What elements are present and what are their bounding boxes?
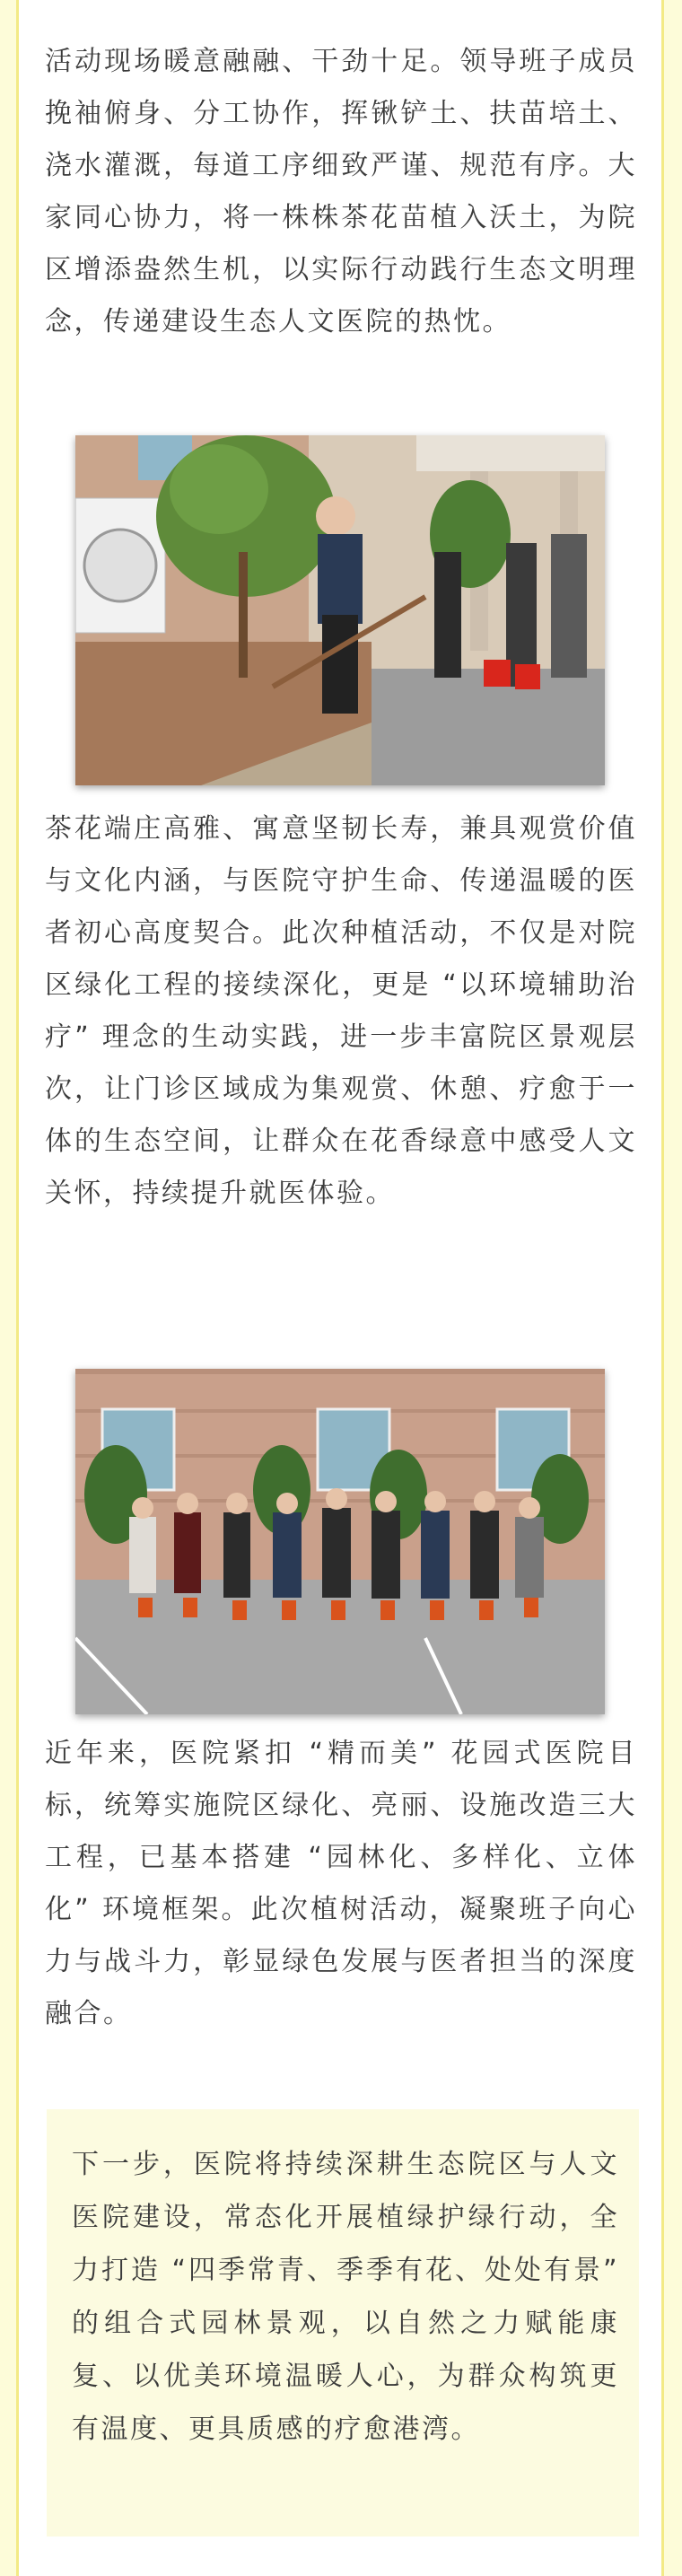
next-steps-text: 下一步，医院将持续深耕生态院区与人文医院建设，常态化开展植绿护绿行动，全力打造 “四季常青、季季有花、处处有景” 的组合式园林景观，以自然之力赋能康复、以优美环境温暖人心，为群众构筑更有温度、更具质感的疗愈港湾。 bbox=[72, 2149, 619, 2445]
group-photo-illustration bbox=[75, 1369, 605, 1714]
article-paragraph-1: 活动现场暖意融融、干劲十足。领导班子成员挽袖俯身、分工协作，挥锹铲土、扶苗培土、浇水灌溉，每道工序细致严谨、规范有序。大家同心协力，将一株株茶花苗植入沃土，为院区增添盎然生机，以实际行动践行生态文明理念，传递建设生态人文医院的热忱。 bbox=[45, 46, 637, 337]
group-photo bbox=[75, 1369, 605, 1714]
planting-photo-illustration bbox=[75, 435, 605, 785]
article-paragraph-2: 茶花端庄高雅、寓意坚韧长寿，兼具观赏价值与文化内涵，与医院守护生命、传递温暖的医者初心高度契合。此次种植活动，不仅是对院区绿化工程的接续深化，更是 “以环境辅助治疗” 理念的生动实践，进一步丰富院区景观层次，让门诊区域成为集观赏、休憩、疗愈于一体的生态空间，让群众在花香绿意中感受人文关怀，持续提升就医体验。 bbox=[45, 813, 637, 1209]
planting-photo bbox=[75, 435, 605, 785]
next-steps-callout bbox=[47, 2109, 639, 2537]
article-paragraph-3: 近年来，医院紧扣 “精而美” 花园式医院目标，统筹实施院区绿化、亮丽、设施改造三大工程，已基本搭建 “园林化、多样化、立体化” 环境框架。此次植树活动，凝聚班子向心力与战斗力，彰显绿色发展与医者担当的深度融合。 bbox=[45, 1738, 637, 2029]
